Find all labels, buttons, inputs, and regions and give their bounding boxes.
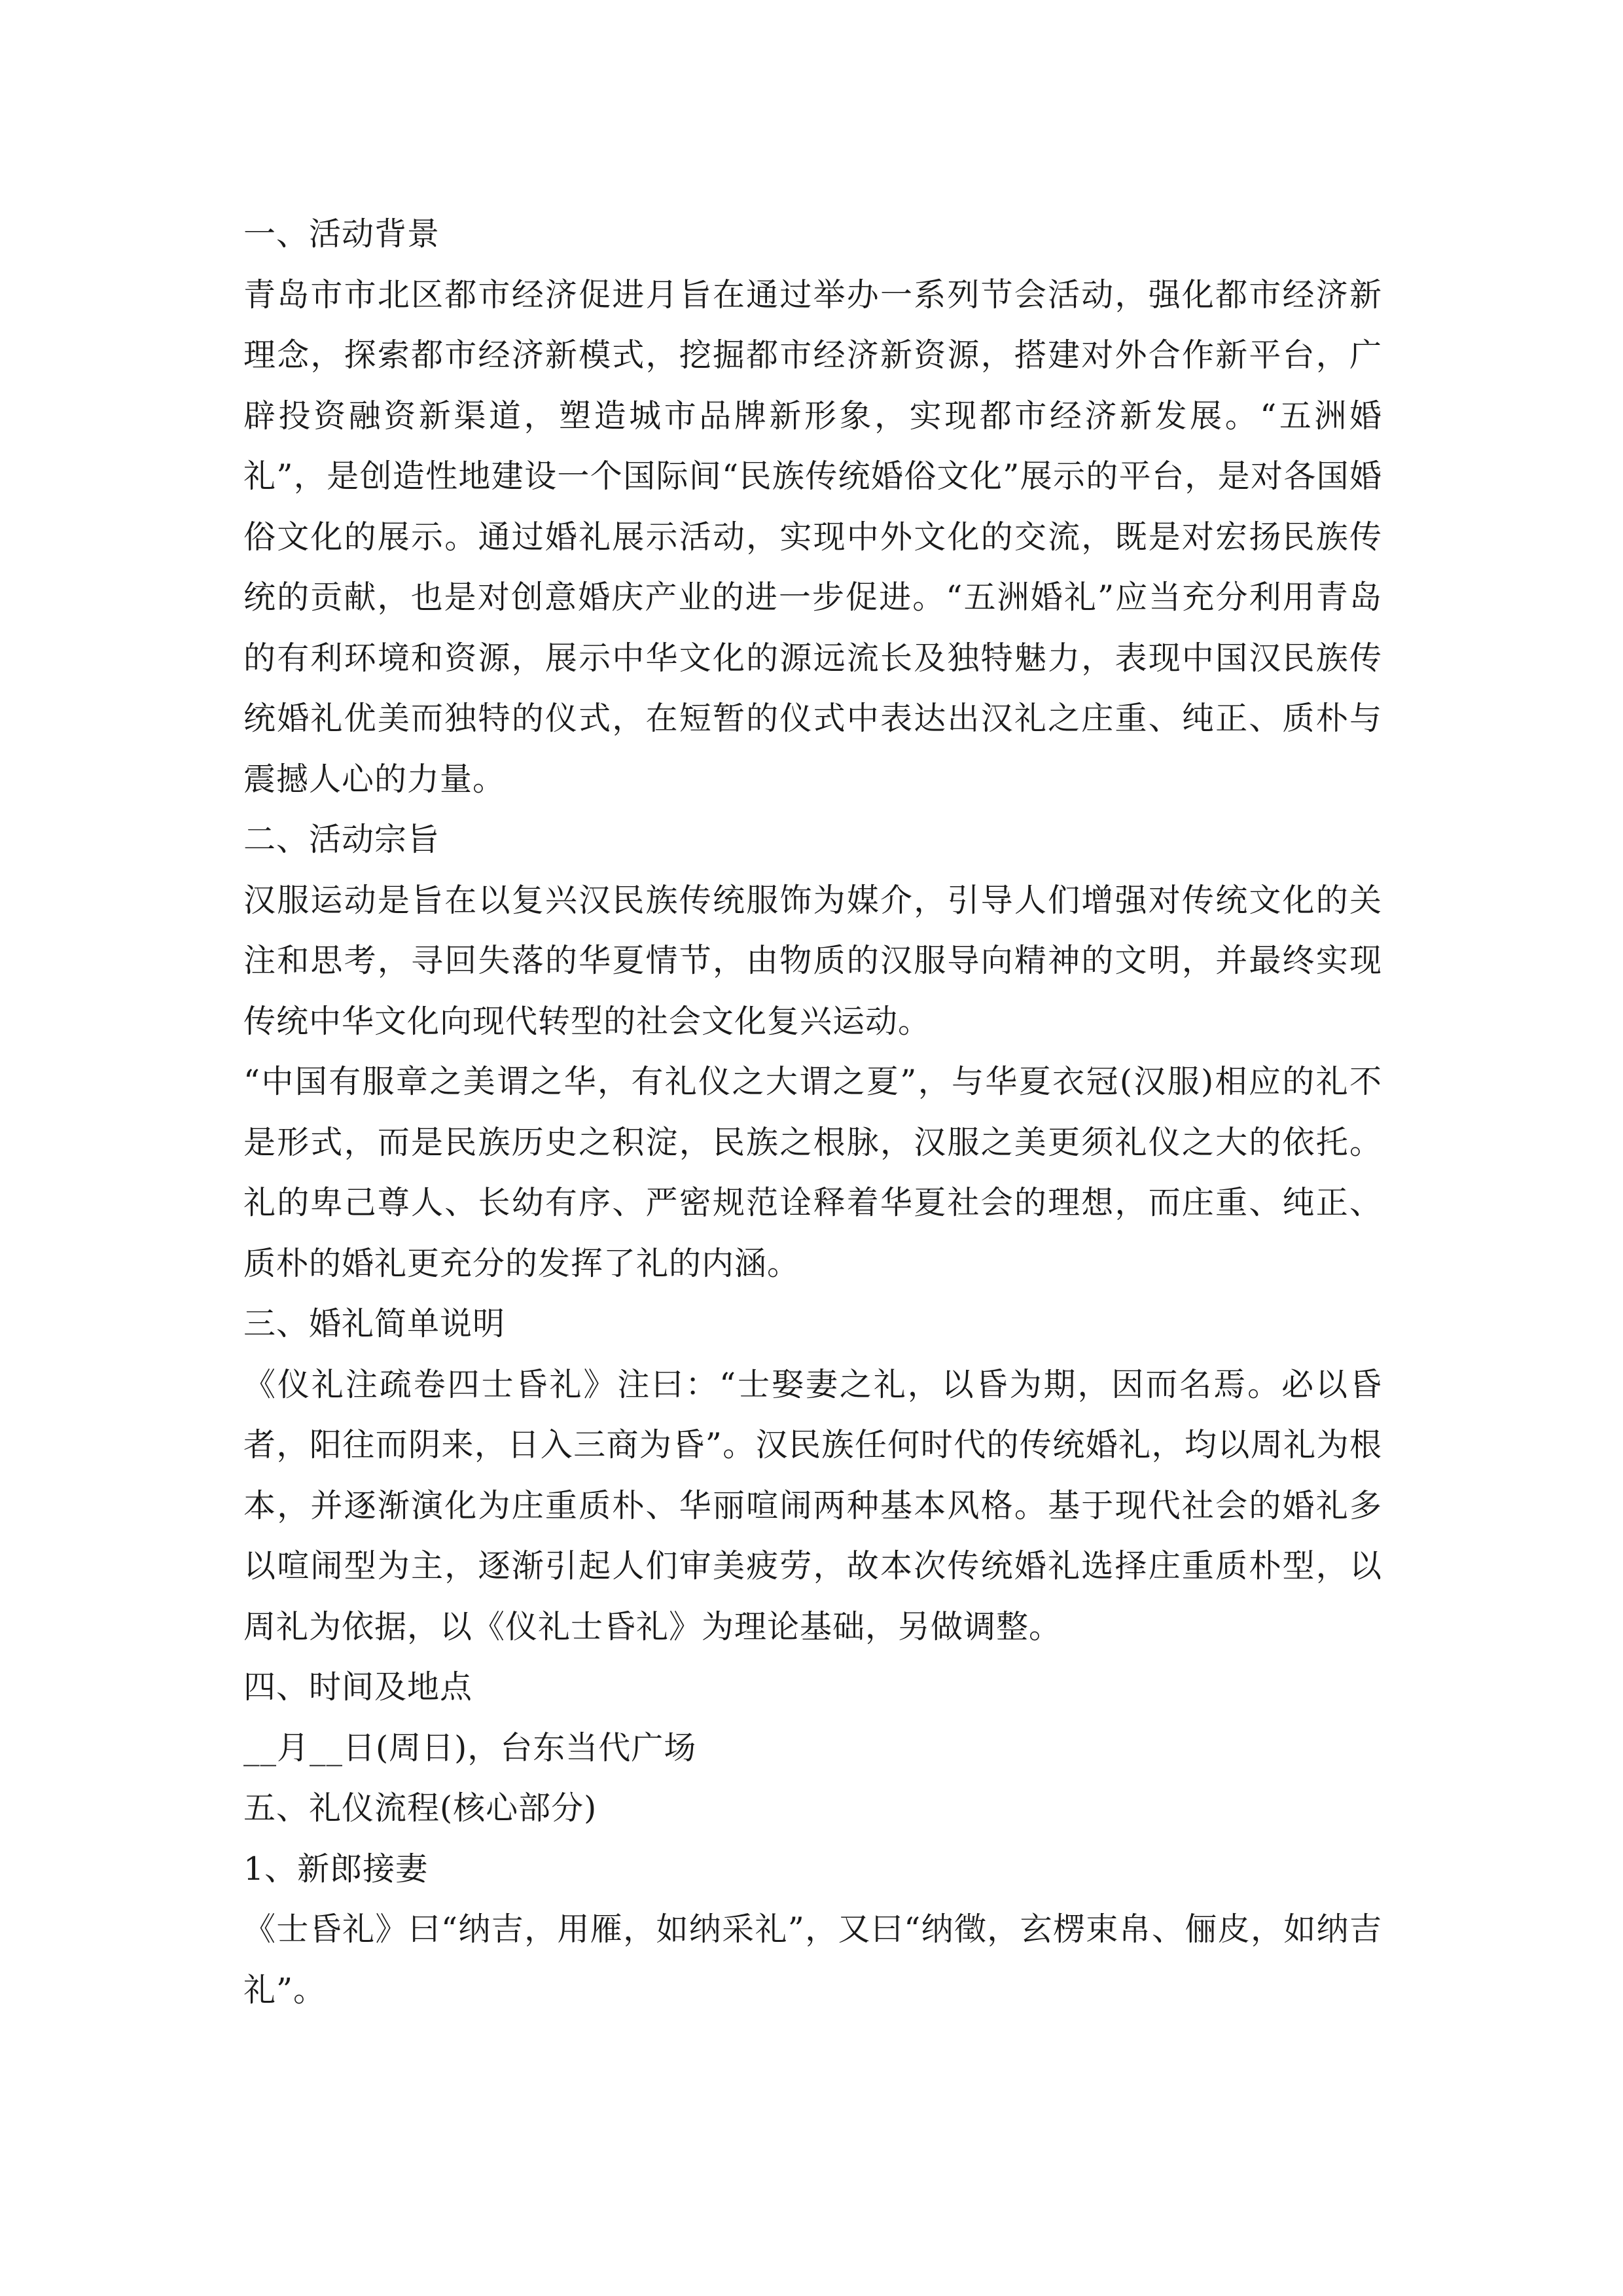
section-wedding-description	[243, 1294, 1382, 1657]
document-body	[243, 204, 1382, 2020]
paragraph: 青岛市市北区都市经济促进月旨在通过举办一系列节会活动，强化都市经济新理念，探索都市经济新模式，挖掘都市经济新资源，搭建对外合作新平台，广辟投资融资新渠道，塑造城市品牌新形象，实现都市经济新发展。“五洲婚礼”，是创造性地建设一个国际间“民族传统婚俗文化”展示的平台，是对各国婚俗文化的展示。通过婚礼展示活动，实现中外文化的交流，既是对宏扬民族传统的贡献，也是对创意婚庆产业的进一步促进。“五洲婚礼”应当充分利用青岛的有利环境和资源，展示中华文化的源远流长及独特魅力，表现中国汉民族传统婚礼优美而独特的仪式，在短暂的仪式中表达出汉礼之庄重、纯正、质朴与震撼人心的力量。	[243, 276, 1382, 798]
subsection-groom-receives-bride	[243, 1839, 1382, 2021]
paragraph: 《仪礼注疏卷四士昏礼》注曰：“士娶妻之礼，以昏为期，因而名焉。必以昏者，阳往而阴来，日入三商为昏”。汉民族任何时代的传统婚礼，均以周礼为根本，并逐渐演化为庄重质朴、华丽喧闹两种基本风格。基于现代社会的婚礼多以喧闹型为主，逐渐引起人们审美疲劳，故本次传统婚礼选择庄重质朴型，以周礼为依据，以《仪礼士昏礼》为理论基础，另做调整。	[243, 1365, 1382, 1645]
paragraph: 汉服运动是旨在以复兴汉民族传统服饰为媒介，引导人们增强对传统文化的关注和思考，寻回失落的华夏情节，由物质的汉服导向精神的文明，并最终实现传统中华文化向现代转型的社会文化复兴运动。	[243, 881, 1382, 1040]
section-heading: 五、礼仪流程(核心部分)	[243, 1789, 597, 1827]
section-background	[243, 204, 1382, 810]
section-heading: 四、时间及地点	[243, 1668, 473, 1706]
section-heading: 一、活动背景	[243, 215, 440, 253]
paragraph: “中国有服章之美谓之华，有礼仪之大谓之夏”，与华夏衣冠(汉服)相应的礼不是形式，而是民族历史之积淀，民族之根脉，汉服之美更须礼仪之大的依托。礼的卑己尊人、长幼有序、严密规范诠释着华夏社会的理想，而庄重、纯正、质朴的婚礼更充分的发挥了礼的内涵。	[243, 1063, 1382, 1282]
section-purpose	[243, 810, 1382, 1294]
paragraph: __月__日(周日)，台东当代广场	[243, 1729, 697, 1767]
section-heading: 二、活动宗旨	[243, 821, 440, 858]
section-time-place	[243, 1657, 1382, 1778]
subsection-heading: 1、新郎接妻	[243, 1850, 429, 1888]
section-heading: 三、婚礼简单说明	[243, 1305, 506, 1342]
section-ceremony-process	[243, 1778, 1382, 1839]
paragraph: 《士昏礼》曰“纳吉，用雁，如纳采礼”，又曰“纳徵，玄楞束帛、俪皮，如纳吉礼”。	[243, 1910, 1382, 2009]
